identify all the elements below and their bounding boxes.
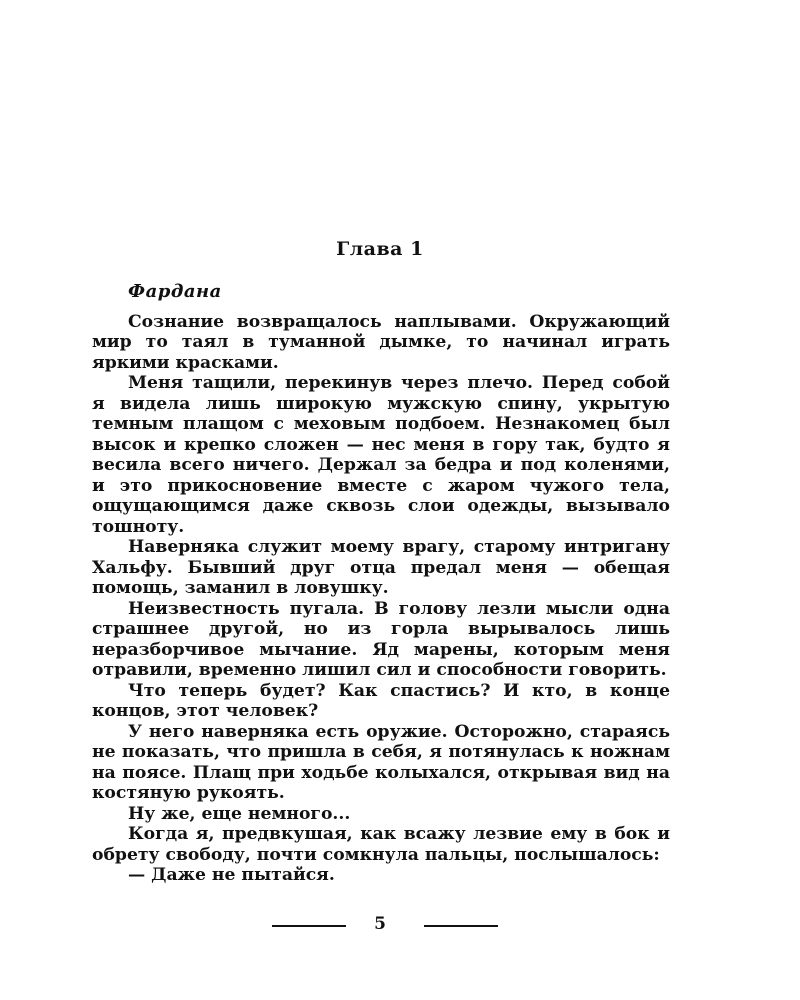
paragraph: Когда я, предвкушая, как всажу лезвие ему в бок и обрету свободу, почти сомкнула пальцы, послышалось:	[92, 824, 670, 865]
speaker-heading: Фардана	[128, 281, 222, 302]
chapter-text	[92, 282, 670, 886]
paragraph: — Даже не пытайся.	[128, 865, 335, 885]
chapter-title: Глава 1	[336, 238, 424, 260]
paragraph: У него наверняка есть оружие. Осторожно, стараясь не показать, что пришла в себя, я потянулась к ножнам на поясе. Плащ при ходьбе колыхался, открывая вид на костяную рукоять.	[92, 721, 670, 803]
paragraph: Наверняка служит моему врагу, старому интригану Хальфу. Бывший друг отца предал меня — обещая помощь, заманил в ловушку.	[92, 537, 670, 598]
page-footer	[0, 914, 800, 938]
paragraph: Ну же, еще немного...	[128, 803, 351, 824]
paragraph: Сознание возвращалось наплывами. Окружающий мир то таял в туманной дымке, то начинал играть яркими красками.	[92, 311, 670, 373]
paragraph: Меня тащили, перекинув через плечо. Перед собой я видела лишь широкую мужскую спину, укрытую темным плащом с меховым подбоем. Незнакомец был высок и крепко сложен — нес меня в гору так, будто я весила всего ничего. Держал за бедра и под коленями, и это прикосновение вместе с жаром чужого тела, ощущающимся даже сквозь слои одежды, вызывало тошноту.	[92, 373, 670, 537]
paragraph: Что теперь будет? Как спастись? И кто, в конце концов, этот человек?	[92, 680, 670, 721]
paragraph: Неизвестность пугала. В голову лезли мысли одна страшнее другой, но из горла вырывалось лишь неразборчивое мычание. Яд марены, которым меня отравили, временно лишил сил и способности говорить.	[92, 598, 670, 680]
page-number: 5	[374, 914, 386, 934]
footer-rule-right	[424, 925, 498, 927]
footer-rule-left	[272, 925, 346, 927]
